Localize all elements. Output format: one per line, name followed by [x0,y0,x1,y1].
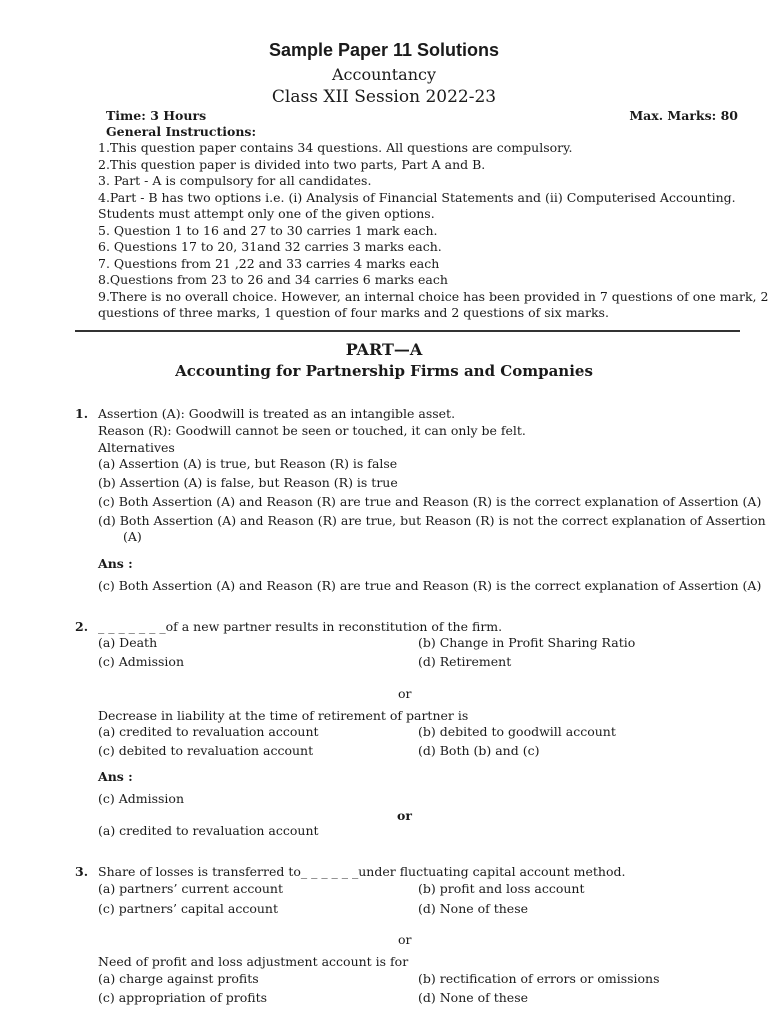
or-separator: or [398,686,412,701]
q2-alt-option-b: (b) debited to goodwill account [418,724,616,739]
q3-alt-option-d: (d) None of these [418,990,529,1005]
instruction-line: 9.There is no overall choice. However, an internal choice has been provided in 7 questions of one mark, 2 [98,288,768,304]
q3-alt-option-c: (c) appropriation of profits [98,990,268,1005]
q2-answer: (c) Admission [98,791,185,806]
q3-question: Share of losses is transferred to_ _ _ _ _ _under fluctuating capital account method. [98,864,626,879]
q1-option-b: (b) Assertion (A) is false, but Reason (R) is true [98,475,398,490]
instruction-line: questions of three marks, 1 question of four marks and 2 questions of six marks. [98,305,609,320]
instruction-line: 3. Part - A is compulsory for all candidates. [98,173,372,188]
q2-option-d: (d) Retirement [418,654,512,669]
q2-alt-option-d: (d) Both (b) and (c) [418,743,540,758]
instruction-line: 4.Part - B has two options i.e. (i) Analysis of Financial Statements and (ii) Computerised Accounting. [98,189,736,205]
q3-alt-question: Need of profit and loss adjustment account is for [98,954,409,969]
question-number: 2. [75,619,89,634]
max-marks-label: Max. Marks: 80 [629,108,738,123]
or-separator: or [398,932,412,947]
q1-answer: (c) Both Assertion (A) and Reason (R) are true and Reason (R) is the correct explanation of Assertion (A) [98,578,762,593]
q2-alt-question: Decrease in liability at the time of retirement of partner is [98,708,469,723]
subject-title: Accountancy [332,65,436,84]
q3-option-c: (c) partners’ capital account [98,901,278,916]
q1-option-c: (c) Both Assertion (A) and Reason (R) are true and Reason (R) is the correct explanation of Assertion (A) [98,494,762,509]
q2-question: _ _ _ _ _ _ _of a new partner results in reconstitution of the firm. [98,619,503,634]
instruction-line: 5. Question 1 to 16 and 27 to 30 carries 1 mark each. [98,222,438,238]
q1-option-a: (a) Assertion (A) is true, but Reason (R) is false [98,456,398,471]
instruction-line: 6. Questions 17 to 20, 31and 32 carries 3 marks each. [98,239,442,254]
q1-option-d-continued: (A) [123,529,142,544]
instruction-line: 7. Questions from 21 ,22 and 33 carries 4 marks each [98,255,440,271]
q2-option-c: (c) Admission [98,654,185,669]
or-separator: or [397,808,412,823]
q2-option-b: (b) Change in Profit Sharing Ratio [418,635,636,650]
q3-alt-option-b: (b) rectification of errors or omissions [418,971,660,986]
q1-reason: Reason (R): Goodwill cannot be seen or touched, it can only be felt. [98,423,526,438]
q3-option-d: (d) None of these [418,901,529,916]
ans-label: Ans : [98,556,133,571]
class-session: Class XII Session 2022-23 [271,87,497,107]
section-divider [75,330,740,332]
time-label: Time: 3 Hours [106,108,207,123]
part-heading: PART—A [345,340,423,359]
q2-alt-answer: (a) credited to revaluation account [98,823,319,838]
instruction-line: 8.Questions from 23 to 26 and 34 carries 6 marks each [98,272,448,287]
q3-alt-option-a: (a) charge against profits [98,971,259,986]
ans-label: Ans : [98,769,133,784]
q2-option-a: (a) Death [98,635,158,650]
q3-option-a: (a) partners’ current account [98,881,283,896]
general-instructions-label: General Instructions: [106,124,257,139]
question-number: 3. [75,864,89,879]
q1-option-d: (d) Both Assertion (A) and Reason (R) are true, but Reason (R) is not the correct explanation of Assertion [98,513,766,528]
q2-alt-option-a: (a) credited to revaluation account [98,724,319,739]
instruction-line: 2.This question paper is divided into two parts, Part A and B. [98,156,486,172]
question-number: 1. [75,406,89,421]
instruction-line: 1.This question paper contains 34 questions. All questions are compulsory. [98,140,573,155]
part-subheading: Accounting for Partnership Firms and Companies [175,362,593,380]
q2-alt-option-c: (c) debited to revaluation account [98,743,314,758]
q1-alternatives-label: Alternatives [98,440,175,455]
q1-assertion: Assertion (A): Goodwill is treated as an intangible asset. [98,406,456,421]
instruction-line: Students must attempt only one of the given options. [98,206,435,221]
paper-title: Sample Paper 11 Solutions [268,40,500,60]
q3-option-b: (b) profit and loss account [418,881,585,896]
